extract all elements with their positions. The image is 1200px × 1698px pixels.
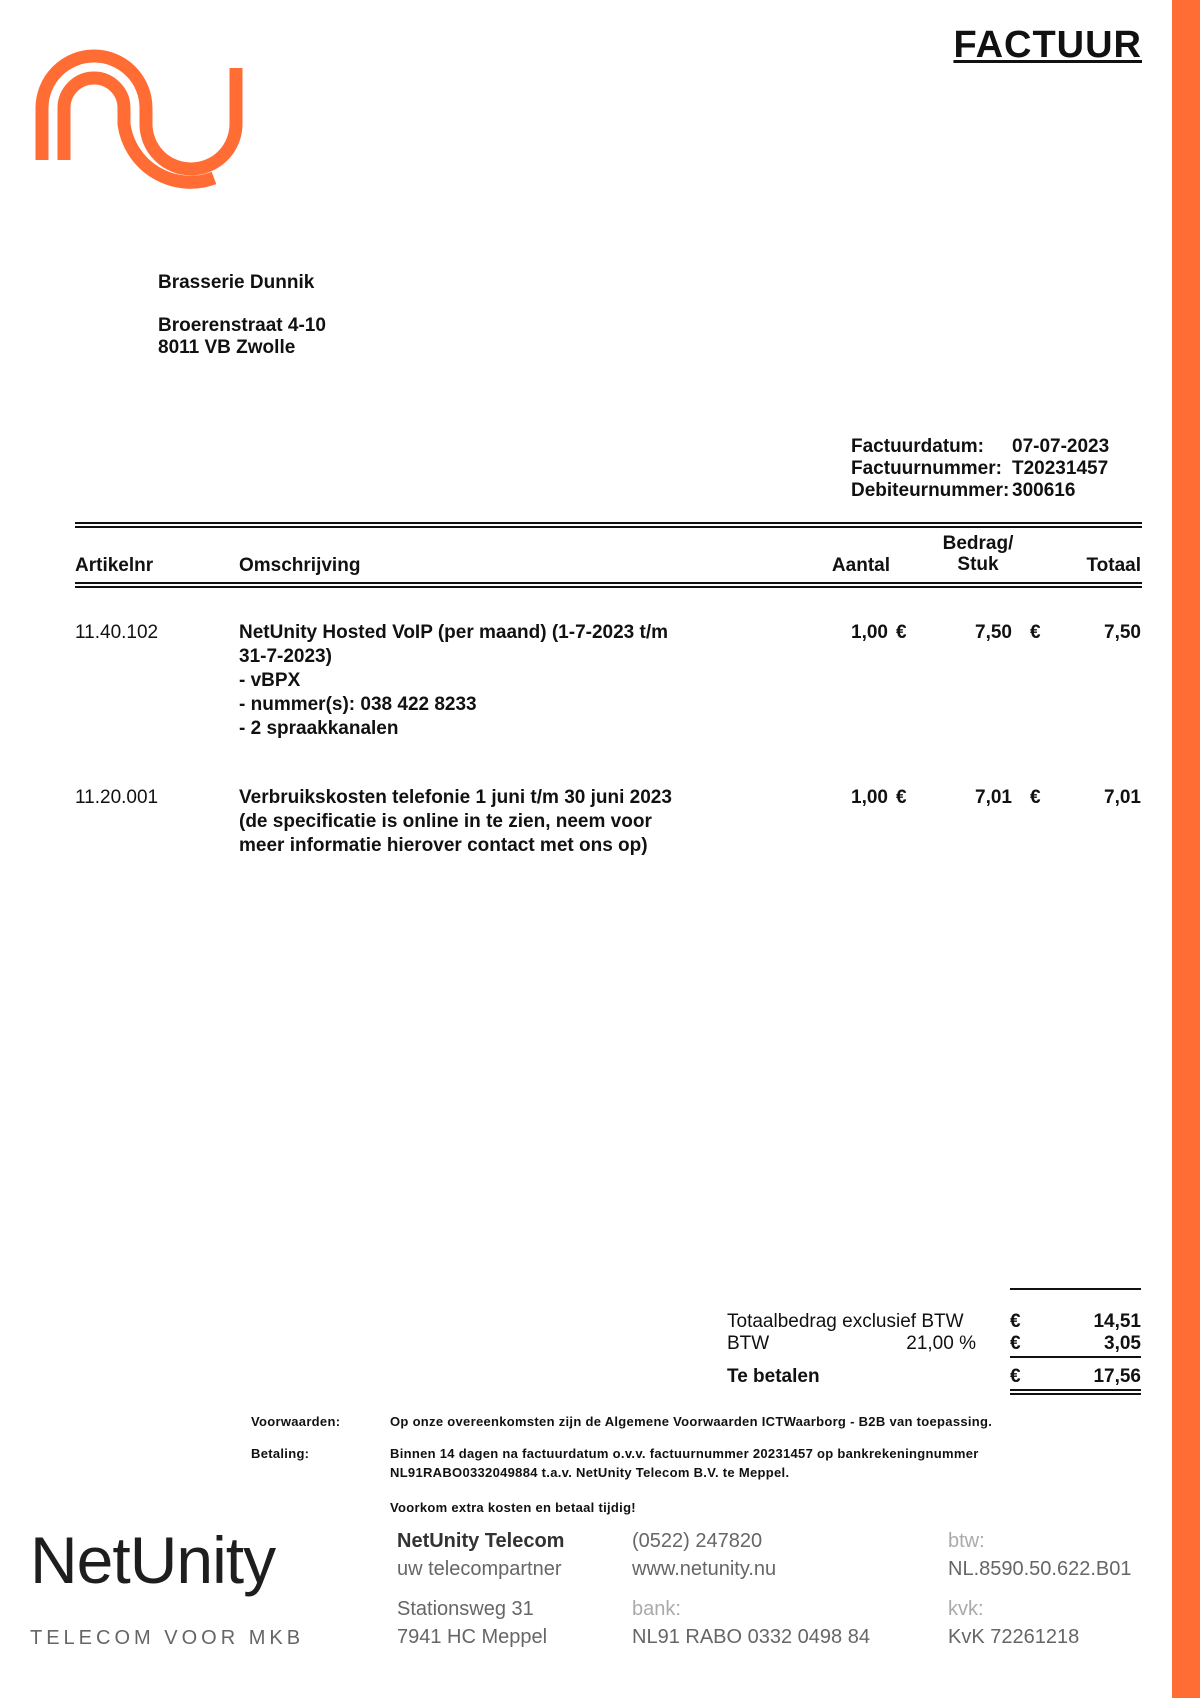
debtor-number: 300616 — [1012, 480, 1076, 501]
conditions-label: Voorwaarden: — [251, 1414, 341, 1429]
vat-label: BTW — [727, 1333, 770, 1354]
recipient-name: Brasserie Dunnik — [158, 272, 315, 293]
row1-total: 7,50 — [1104, 622, 1141, 643]
footer-btw: NL.8590.50.622.B01 — [948, 1558, 1132, 1580]
footer-company-sub: uw telecompartner — [397, 1558, 562, 1580]
conditions-text: Op onze overeenkomsten zijn de Algemene Voorwaarden ICTWaarborg - B2B van toepassing. — [390, 1414, 993, 1429]
row1-description — [239, 621, 699, 741]
recipient-street: Broerenstraat 4-10 — [158, 315, 326, 336]
row2-total: 7,01 — [1104, 787, 1141, 808]
due-currency: € — [1010, 1366, 1021, 1387]
footer-btw-label: btw: — [948, 1530, 985, 1552]
vat-value: 3,05 — [1104, 1333, 1141, 1354]
due-label: Te betalen — [727, 1366, 820, 1387]
footer-city: 7941 HC Meppel — [397, 1626, 548, 1648]
footer-street: Stationsweg 31 — [397, 1598, 534, 1620]
subtotal-value: 14,51 — [1093, 1311, 1141, 1332]
footer-kvk-label: kvk: — [948, 1598, 984, 1620]
col-unit-price — [938, 533, 1018, 575]
recipient-city: 8011 VB Zwolle — [158, 337, 296, 358]
col-article: Artikelnr — [75, 555, 154, 576]
subtotal-label: Totaalbedrag exclusief BTW — [727, 1311, 964, 1332]
footer-brand-name: NetUnity — [30, 1523, 276, 1597]
document-title: FACTUUR — [953, 24, 1142, 66]
vat-currency: € — [1010, 1333, 1021, 1354]
vat-rate: 21,00 % — [906, 1333, 976, 1354]
invoice-date-label: Factuurdatum: — [851, 436, 984, 457]
row1-desc-line: - nummer(s): 038 422 8233 — [239, 694, 477, 715]
row2-unit-price: 7,01 — [975, 787, 1012, 808]
footer-bank: NL91 RABO 0332 0498 84 — [632, 1626, 870, 1648]
accent-stripe — [1172, 0, 1200, 1698]
row1-desc-line: 31-7-2023) — [239, 646, 332, 667]
table-rule-top-2 — [75, 526, 1142, 528]
payment-reminder: Voorkom extra kosten en betaal tijdig! — [390, 1500, 636, 1515]
table-rule-top — [75, 522, 1142, 524]
row1-unit-price: 7,50 — [975, 622, 1012, 643]
table-rule-header — [75, 582, 1142, 584]
row1-desc-line: - 2 spraakkanalen — [239, 718, 399, 739]
invoice-meta — [851, 436, 1109, 502]
col-quantity: Aantal — [831, 555, 890, 576]
footer-bank-label: bank: — [632, 1598, 681, 1620]
row1-desc-line: - vBPX — [239, 670, 301, 691]
row2-desc-line: meer informatie hierover contact met ons op) — [239, 835, 648, 856]
summary-rule — [1010, 1288, 1141, 1290]
invoice-number-label: Factuurnummer: — [851, 458, 1002, 479]
due-value: 17,56 — [1093, 1366, 1141, 1387]
invoice-date: 07-07-2023 — [1012, 436, 1110, 457]
row1-total-currency: € — [1030, 622, 1041, 643]
row2-description — [239, 786, 709, 858]
row1-quantity: 1,00 — [851, 622, 888, 643]
subtotal-currency: € — [1010, 1311, 1021, 1332]
table-rule-header-2 — [75, 586, 1142, 588]
row1-currency: € — [896, 622, 907, 643]
footer-company: NetUnity Telecom — [397, 1530, 565, 1552]
row2-total-currency: € — [1030, 787, 1041, 808]
col-description: Omschrijving — [239, 555, 361, 576]
vat-rule — [1010, 1356, 1141, 1358]
payment-label: Betaling: — [251, 1446, 310, 1461]
row1-desc-line: NetUnity Hosted VoIP (per maand) (1-7-2023 t/m — [239, 622, 669, 643]
row2-article: 11.20.001 — [75, 787, 159, 808]
row2-desc-line: (de specificatie is online in te zien, neem voor — [239, 811, 652, 832]
invoice-number: T20231457 — [1012, 458, 1109, 479]
footer-website: www.netunity.nu — [632, 1558, 777, 1580]
row2-desc-line: Verbruikskosten telefonie 1 juni t/m 30 juni 2023 — [239, 787, 672, 808]
payment-line1: Binnen 14 dagen na factuurdatum o.v.v. factuurnummer 20231457 op bankrekeningnummer — [390, 1446, 979, 1461]
footer-kvk: KvK 72261218 — [948, 1626, 1080, 1648]
row2-currency: € — [896, 787, 907, 808]
col-unit-price-line2: Stuk — [957, 554, 999, 575]
payment-line2: NL91RABO0332049884 t.a.v. NetUnity Telecom B.V. te Meppel. — [390, 1465, 790, 1480]
footer-brand-tagline: TELECOM VOOR MKB — [30, 1627, 305, 1649]
footer-phone: (0522) 247820 — [632, 1530, 763, 1552]
row2-quantity: 1,00 — [851, 787, 888, 808]
due-rule-2 — [1010, 1393, 1141, 1395]
row1-article: 11.40.102 — [75, 622, 159, 643]
due-rule — [1010, 1389, 1141, 1391]
netunity-n-logo-icon — [34, 28, 252, 203]
col-total: Totaal — [1086, 555, 1141, 576]
debtor-number-label: Debiteurnummer: — [851, 480, 1010, 501]
col-unit-price-line1: Bedrag/ — [942, 533, 1014, 554]
